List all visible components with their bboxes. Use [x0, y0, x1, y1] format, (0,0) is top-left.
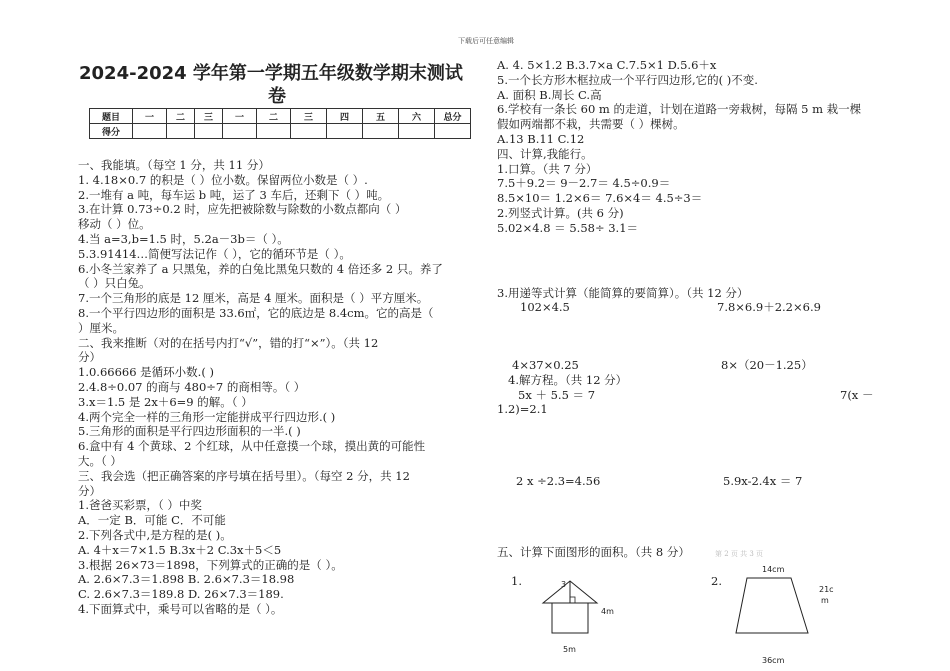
score-table-score-row: [90, 124, 471, 139]
trapezoid-shape: [736, 578, 808, 633]
text-line: 3.根据 26×73＝1898，下列算式的正确的是（ ）。: [78, 557, 343, 572]
score-cell[interactable]: [435, 124, 471, 139]
text-line: 7.一个三角形的底是 12 厘米，高是 4 厘米。面积是（ ）平方厘米。: [78, 291, 429, 306]
text-line: 2.列竖式计算。(共 6 分): [497, 206, 624, 220]
text-line: 4.下面算式中，乘号可以省略的是（ ）。: [78, 602, 283, 616]
house-body: [552, 603, 588, 633]
score-header-cell: 三: [195, 109, 223, 124]
page-header-note: 下载后可任意编辑: [458, 37, 514, 45]
figure-1-house: [540, 576, 600, 636]
text-line: A.13 B.11 C.12: [497, 132, 585, 146]
figure-1-base-label: 5m: [563, 645, 576, 654]
figure-1-number: 1.: [511, 574, 522, 588]
figure-1-side-label: 4m: [601, 607, 614, 616]
text-line: 7.5＋9.2＝ 9－2.7＝ 4.5÷0.9＝: [497, 176, 671, 191]
score-header-cell: 五: [363, 109, 399, 124]
score-cell[interactable]: [195, 124, 223, 139]
text-line: 2.一堆有 a 吨，每车运 b 吨，运了 3 车后，还剩下（ ）吨。: [78, 187, 390, 202]
score-cell[interactable]: [399, 124, 435, 139]
text-line: 3.x＝1.5 是 2x＋6=9 的解。（ ）: [78, 394, 253, 409]
text-line: （ ）只白兔。: [78, 276, 151, 291]
text-line: 1. 4.18×0.7 的积是（ ）位小数。保留两位小数是（ ）.: [78, 172, 368, 187]
text-line: 四、计算,我能行。: [497, 146, 593, 161]
text-line: 3.在计算 0.73÷0.2 时，应先把被除数与除数的小数点都向（ ）: [78, 202, 407, 217]
text-line: 4.两个完全一样的三角形一定能拼成平行四边形.( ): [78, 409, 336, 424]
roof-right-angle: [570, 597, 575, 603]
score-header-cell: 一: [223, 109, 257, 124]
score-cell[interactable]: [363, 124, 399, 139]
text-line: C. 2.6×7.3＝189.8 D. 26×7.3＝189.: [78, 587, 284, 602]
text-line: A. 面积 B.周长 C.高: [497, 87, 602, 102]
calc-q4: 8×（20－1.25）: [721, 358, 813, 372]
text-line: ）厘米。: [78, 320, 124, 335]
text-line: 假如两端都不栽，共需要（ ）棵树。: [497, 117, 685, 132]
calc-heading: 3.用递等式计算（能简算的要简算）。（共 12 分）: [497, 286, 749, 300]
page-title-line1: 2024-2024 学年第一学期五年级数学期末测试: [79, 63, 463, 84]
text-line: 移动（ ）位。: [78, 217, 151, 232]
calc-q1: 102×4.5: [520, 300, 570, 314]
score-header-cell: 总分: [435, 109, 471, 124]
calc-q2: 7.8×6.9＋2.2×6.9: [717, 300, 821, 314]
text-line: 6.盒中有 4 个黄球、2 个红球，从中任意摸一个球，摸出黄的可能性: [78, 439, 426, 454]
area-faint-note: 第 2 页 共 3 页: [715, 550, 764, 558]
equation-2-part2: 1.2)=2.1: [497, 402, 548, 416]
page-title-line2: 卷: [268, 86, 286, 107]
text-line: 1.爸爸买彩票，（ ）中奖: [78, 498, 202, 513]
calc-q3: 4×37×0.25: [512, 358, 579, 372]
score-header-cell: 二: [167, 109, 195, 124]
text-line: 2.下列各式中,是方程的是( )。: [78, 528, 232, 542]
score-header-cell: 题目: [90, 109, 133, 124]
figure-2-number: 2.: [711, 574, 722, 588]
figure-2-height-label-a: 21c: [819, 585, 834, 594]
text-line: 6.小冬兰家养了 a 只黑兔，养的白兔比黑兔只数的 4 倍还多 2 只。养了: [78, 261, 443, 276]
text-line: 5.3.91414…简便写法记作（ ），它的循环节是（ ）。: [78, 246, 351, 261]
text-line: 5.一个长方形木框拉成一个平行四边形,它的( )不变.: [497, 72, 758, 87]
figure-2-top-label: 14cm: [762, 565, 785, 574]
score-table: [89, 108, 471, 139]
text-line: 分）: [78, 350, 101, 365]
area-heading: 五、计算下面图形的面积。（共 8 分）: [497, 545, 690, 559]
score-header-cell: 一: [133, 109, 167, 124]
equation-4: 5.9x-2.4x ＝ 7: [723, 474, 803, 488]
text-line: 4.当 a=3,b=1.5 时，5.2a－3b＝（ ）。: [78, 232, 289, 246]
score-row-label: 得分: [90, 124, 133, 139]
text-line: 1.0.66666 是循环小数.( ): [78, 365, 214, 380]
equation-3: 2 x ÷2.3=4.56: [516, 474, 601, 488]
equation-1: 5x ＋ 5.5 ＝ 7: [518, 388, 596, 402]
figure-2-height-label-b: m: [821, 596, 829, 605]
text-line: 分）: [78, 483, 101, 498]
text-line: A．一定 B．可能 C．不可能: [78, 513, 226, 528]
text-line: 5.02×4.8 ＝ 5.58÷ 3.1＝: [497, 220, 639, 235]
score-cell[interactable]: [327, 124, 363, 139]
equations-heading: 4.解方程。（共 12 分）: [508, 373, 628, 387]
equation-2-part1: 7(x －: [840, 388, 874, 402]
text-line: 6.学校有一条长 60 m 的走道，计划在道路一旁栽树，每隔 5 m 栽一棵: [497, 102, 862, 117]
figure-2-trapezoid: [734, 575, 814, 635]
score-header-cell: 四: [327, 109, 363, 124]
score-table-header-row: [90, 109, 471, 124]
text-line: 大。（ ）: [78, 454, 122, 468]
score-cell[interactable]: [133, 124, 167, 139]
score-cell[interactable]: [223, 124, 257, 139]
score-cell[interactable]: [291, 124, 327, 139]
text-line: A. 4. 5×1.2 B.3.7×a C.7.5×1 D.5.6＋x: [497, 58, 717, 72]
figure-1-roof-label: 3: [561, 580, 567, 589]
score-cell[interactable]: [167, 124, 195, 139]
score-header-cell: 二: [257, 109, 291, 124]
score-cell[interactable]: [257, 124, 291, 139]
text-line: 5.三角形的面积是平行四边形面积的一半.( ): [78, 424, 301, 439]
text-line: 8.5×10＝ 1.2×6＝ 7.6×4＝ 4.5÷3＝: [497, 191, 703, 206]
text-line: A. 2.6×7.3＝1.898 B. 2.6×7.3＝18.98: [78, 572, 295, 587]
text-line: 8.一个平行四边形的面积是 33.6㎡，它的底边是 8.4cm。它的高是（: [78, 306, 434, 320]
text-line: 三、我会选（把正确答案的序号填在括号里）。（每空 2 分，共 12: [78, 468, 410, 483]
text-line: 一、我能填。（每空 1 分，共 11 分）: [78, 158, 270, 172]
text-line: 2.4.8÷0.07 的商与 480÷7 的商相等。（ ）: [78, 380, 306, 394]
figure-2-bottom-label: 36cm: [762, 656, 785, 665]
score-header-cell: 六: [399, 109, 435, 124]
text-line: 二、我来推断（对的在括号内打“√”，错的打“×”）。（共 12: [78, 335, 379, 350]
text-line: 1.口算。（共 7 分）: [497, 161, 598, 176]
text-line: A. 4＋x＝7×1.5 B.3x＋2 C.3x＋5＜5: [78, 542, 282, 557]
score-header-cell: 三: [291, 109, 327, 124]
